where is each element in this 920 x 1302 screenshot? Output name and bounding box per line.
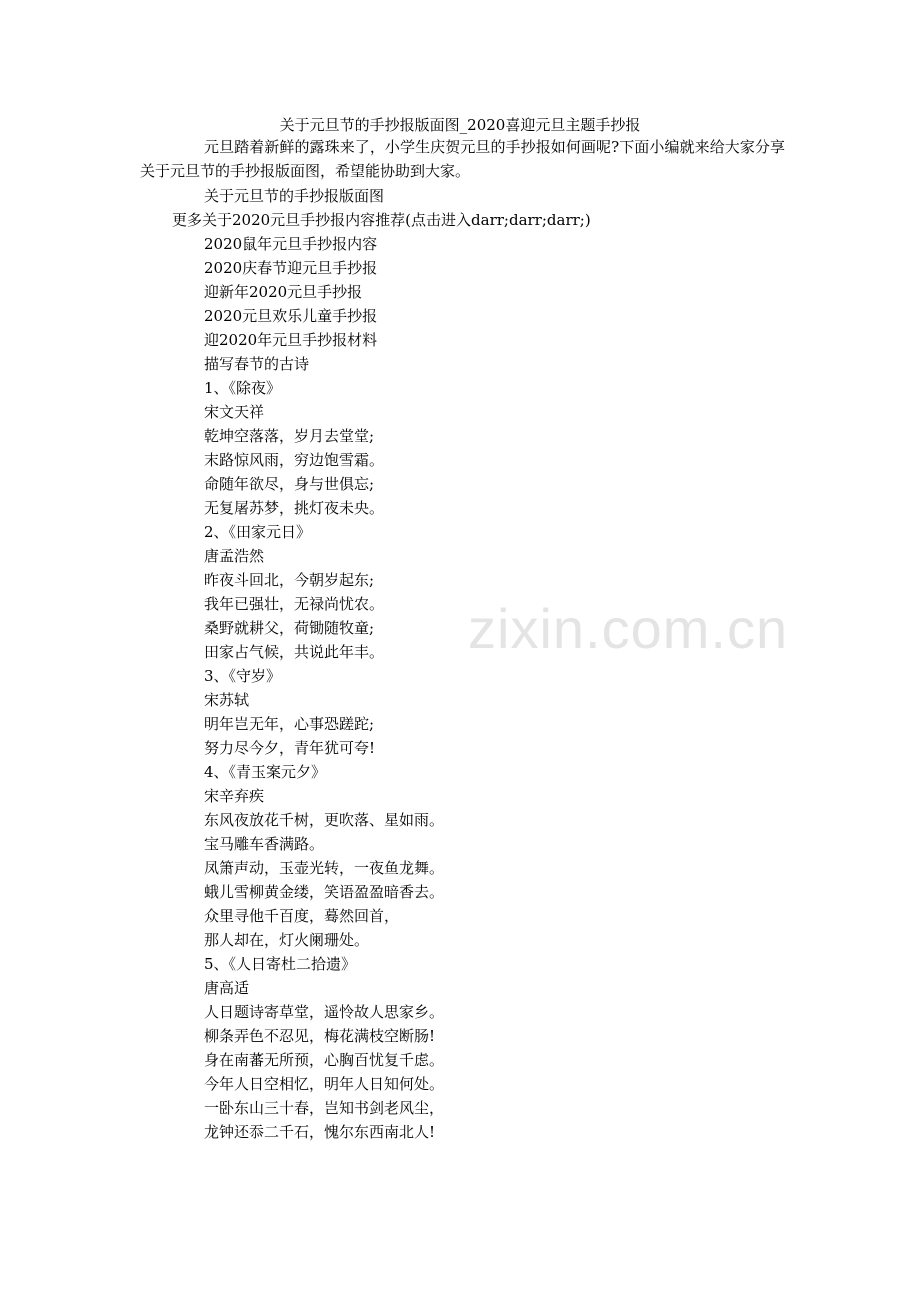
poem-line: 那人却在，灯火阑珊处。 [204, 931, 370, 949]
poem-author: 宋辛弃疾 [204, 787, 265, 805]
recommend-link[interactable]: 2020庆春节迎元旦手抄报 [204, 259, 378, 277]
poem-line: 命随年欲尽，身与世俱忘; [204, 475, 375, 493]
poem-line: 努力尽今夕，青年犹可夸! [204, 739, 376, 757]
poem-line: 桑野就耕父，荷锄随牧童; [204, 619, 375, 637]
poem-line: 无复屠苏梦，挑灯夜未央。 [204, 499, 385, 517]
intro-paragraph: 元旦踏着新鲜的露珠来了，小学生庆贺元旦的手抄报如何画呢?下面小编就来给大家分享关于元旦节的手抄报版面图，希望能协助到大家。 [140, 138, 785, 180]
recommend-link[interactable]: 迎2020年元旦手抄报材料 [204, 331, 378, 349]
poems-heading: 描写春节的古诗 [204, 355, 310, 373]
more-recommend-line: 更多关于2020元旦手抄报内容推荐(点击进入darr;darr;darr;) [172, 211, 591, 229]
recommend-link[interactable]: 2020元旦欢乐儿童手抄报 [204, 307, 378, 325]
poem-title: 3、《守岁》 [204, 667, 282, 685]
poem-author: 宋文天祥 [204, 403, 265, 421]
poem-author: 宋苏轼 [204, 691, 250, 709]
poem-title: 2、《田家元日》 [204, 523, 312, 541]
poem-line: 明年岂无年，心事恐蹉跎; [204, 715, 375, 733]
poem-line: 我年已强壮，无禄尚忧农。 [204, 595, 385, 613]
recommend-link[interactable]: 迎新年2020元旦手抄报 [204, 283, 363, 301]
poem-title: 5、《人日寄杜二拾遗》 [204, 955, 357, 973]
poem-line: 蛾儿雪柳黄金缕，笑语盈盈暗香去。 [204, 883, 445, 901]
poem-line: 东风夜放花千树，更吹落、星如雨。 [204, 811, 445, 829]
poem-line: 凤箫声动，玉壶光转，一夜鱼龙舞。 [204, 859, 445, 877]
poem-line: 今年人日空相忆，明年人日知何处。 [204, 1075, 445, 1093]
poem-line: 宝马雕车香满路。 [204, 835, 325, 853]
poem-author: 唐孟浩然 [204, 547, 265, 565]
poem-line: 末路惊风雨，穷边饱雪霜。 [204, 451, 385, 469]
document-title: 关于元旦节的手抄报版面图_2020喜迎元旦主题手抄报 [279, 116, 641, 134]
poem-line: 一卧东山三十春，岂知书剑老风尘， [204, 1099, 445, 1117]
poem-title: 1、《除夜》 [204, 379, 282, 397]
poem-line: 乾坤空落落，岁月去堂堂; [204, 427, 375, 445]
poem-line: 龙钟还忝二千石，愧尔东西南北人! [204, 1123, 436, 1141]
watermark: zixin.com.cn [468, 597, 789, 660]
poem-line: 身在南蕃无所预，心胸百忧复千虑。 [204, 1051, 445, 1069]
recommend-link[interactable]: 2020鼠年元旦手抄报内容 [204, 235, 378, 253]
poem-line: 柳条弄色不忍见，梅花满枝空断肠! [204, 1027, 436, 1045]
poem-title: 4、《青玉案元夕》 [204, 763, 327, 781]
poem-line: 田家占气候，共说此年丰。 [204, 643, 385, 661]
poem-author: 唐高适 [204, 979, 250, 997]
poem-line: 人日题诗寄草堂，遥怜故人思家乡。 [204, 1003, 445, 1021]
section-heading: 关于元旦节的手抄报版面图 [204, 187, 385, 205]
poem-line: 众里寻他千百度，蓦然回首， [204, 907, 400, 925]
poem-line: 昨夜斗回北，今朝岁起东; [204, 571, 375, 589]
